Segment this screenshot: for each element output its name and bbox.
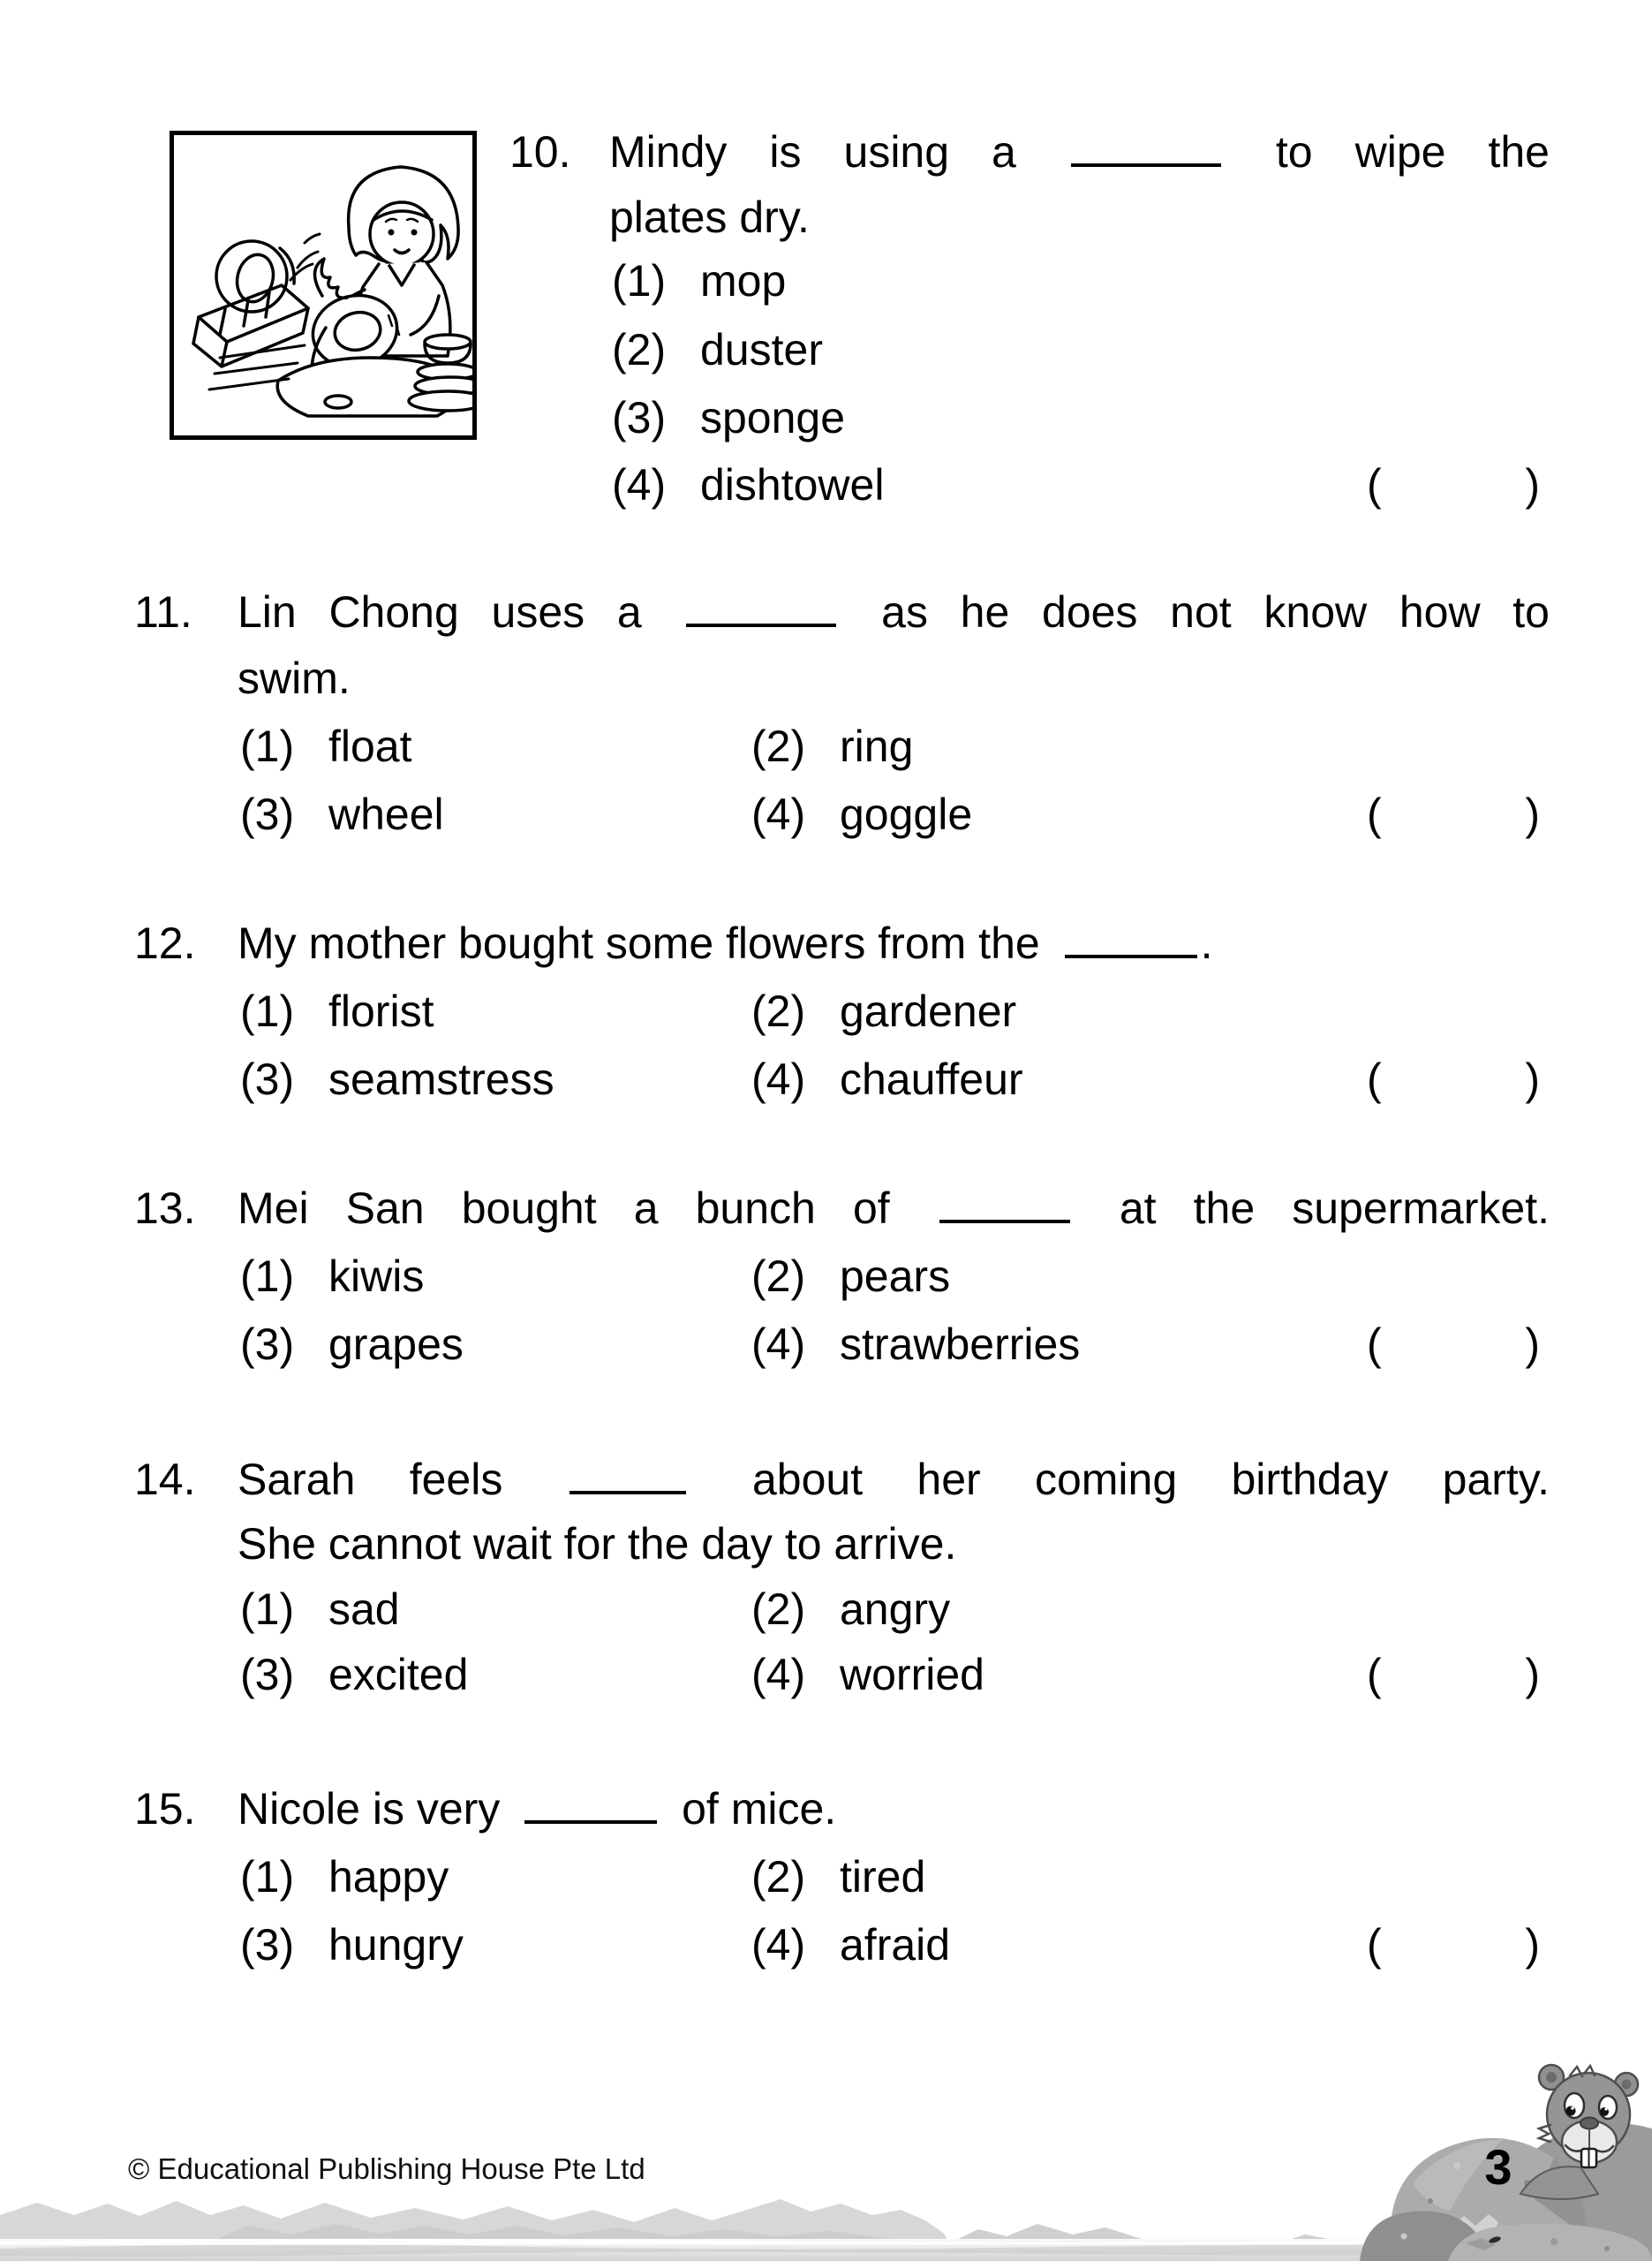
answer-bracket: ( ): [1367, 1650, 1540, 1699]
option-4: (4) chauffeur: [751, 1055, 1023, 1104]
question-text-post: .: [1200, 919, 1213, 968]
option-4: (4) worried: [751, 1650, 984, 1699]
answer-bracket: ( ): [1367, 460, 1540, 510]
option-1: (1) float: [240, 722, 412, 771]
answer-bracket: ( ): [1367, 1055, 1540, 1104]
footer-landscape-illustration: [0, 2060, 1652, 2261]
option-4: (4) afraid: [751, 1920, 951, 1970]
answer-blank: [524, 1816, 657, 1824]
question-number: 14.: [134, 1455, 196, 1504]
question-text-post: at the supermarket.: [1119, 1183, 1550, 1233]
question-number: 10.: [509, 127, 571, 177]
question-10-picture: [170, 131, 477, 440]
option-3: (3) seamstress: [240, 1055, 554, 1104]
option-1: (1) happy: [240, 1852, 449, 1902]
question-text-pre: My mother bought some flowers from the: [238, 919, 1040, 968]
option-4: (4) goggle: [751, 790, 973, 839]
option-2: (2) pears: [751, 1251, 951, 1301]
question-text-pre: Sarah feels: [238, 1455, 503, 1504]
option-1: (1) florist: [240, 987, 434, 1036]
answer-blank: [686, 619, 836, 627]
option-4: [612, 452, 884, 518]
question-text-line2: swim.: [238, 654, 351, 703]
question-text-line2: plates dry.: [609, 193, 810, 242]
option-2: (2) ring: [751, 722, 914, 771]
option-text: dishtowel: [700, 460, 885, 510]
question-text-line1: [238, 1447, 1550, 1513]
option-1: (1) sad: [240, 1584, 400, 1634]
option-text: mop: [700, 256, 787, 306]
question-number: 12.: [134, 919, 196, 968]
option-3: (3) hungry: [240, 1920, 464, 1970]
question-text-pre: Mei San bought a bunch of: [238, 1183, 890, 1233]
option-2: (2) gardener: [751, 987, 1017, 1036]
question-text-line2: She cannot wait for the day to arrive.: [238, 1519, 957, 1569]
question-text-post: to wipe the: [1275, 127, 1550, 177]
copyright-text: © Educational Publishing House Pte Ltd: [128, 2152, 645, 2185]
option-text: duster: [700, 325, 823, 374]
option-3: [612, 385, 845, 451]
answer-blank: [1065, 950, 1197, 958]
question-number: 11.: [134, 587, 192, 637]
question-text-post: of mice.: [682, 1784, 837, 1834]
option-2: (2) angry: [751, 1584, 951, 1634]
question-text-line1: [238, 1776, 836, 1842]
question-text-post: about her coming birthday party.: [751, 1455, 1550, 1504]
girl-drying-plate-illustration: [174, 135, 472, 435]
question-text-pre: Lin Chong uses a: [238, 587, 642, 637]
question-text-line1: [609, 119, 1550, 185]
option-1: (1) kiwis: [240, 1251, 425, 1301]
answer-blank: [1071, 159, 1221, 167]
option-label: (1): [612, 256, 667, 306]
question-text-line1: [238, 1176, 1550, 1242]
question-number: 13.: [134, 1183, 196, 1233]
page-number: 3: [1484, 2139, 1512, 2195]
option-label: (2): [612, 325, 667, 374]
option-text: sponge: [700, 393, 846, 442]
question-number: 15.: [134, 1784, 196, 1834]
option-2: (2) tired: [751, 1852, 926, 1902]
question-text-line1: [238, 579, 1550, 646]
option-4: (4) strawberries: [751, 1320, 1081, 1369]
option-3: (3) wheel: [240, 790, 444, 839]
option-3: (3) grapes: [240, 1320, 464, 1369]
question-text-pre: Nicole is very: [238, 1784, 501, 1834]
option-3: (3) excited: [240, 1650, 469, 1699]
option-label: (4): [612, 460, 667, 510]
option-2: [612, 317, 823, 383]
option-1: [612, 248, 786, 314]
answer-bracket: ( ): [1367, 1320, 1540, 1369]
option-label: (3): [612, 393, 667, 442]
question-text-post: as he does not know how to: [881, 587, 1550, 637]
answer-blank: [570, 1486, 686, 1494]
question-text-line1: [238, 911, 1213, 977]
answer-bracket: ( ): [1367, 790, 1540, 839]
answer-blank: [939, 1215, 1070, 1223]
answer-bracket: ( ): [1367, 1920, 1540, 1970]
question-text-pre: Mindy is using a: [609, 127, 1016, 177]
